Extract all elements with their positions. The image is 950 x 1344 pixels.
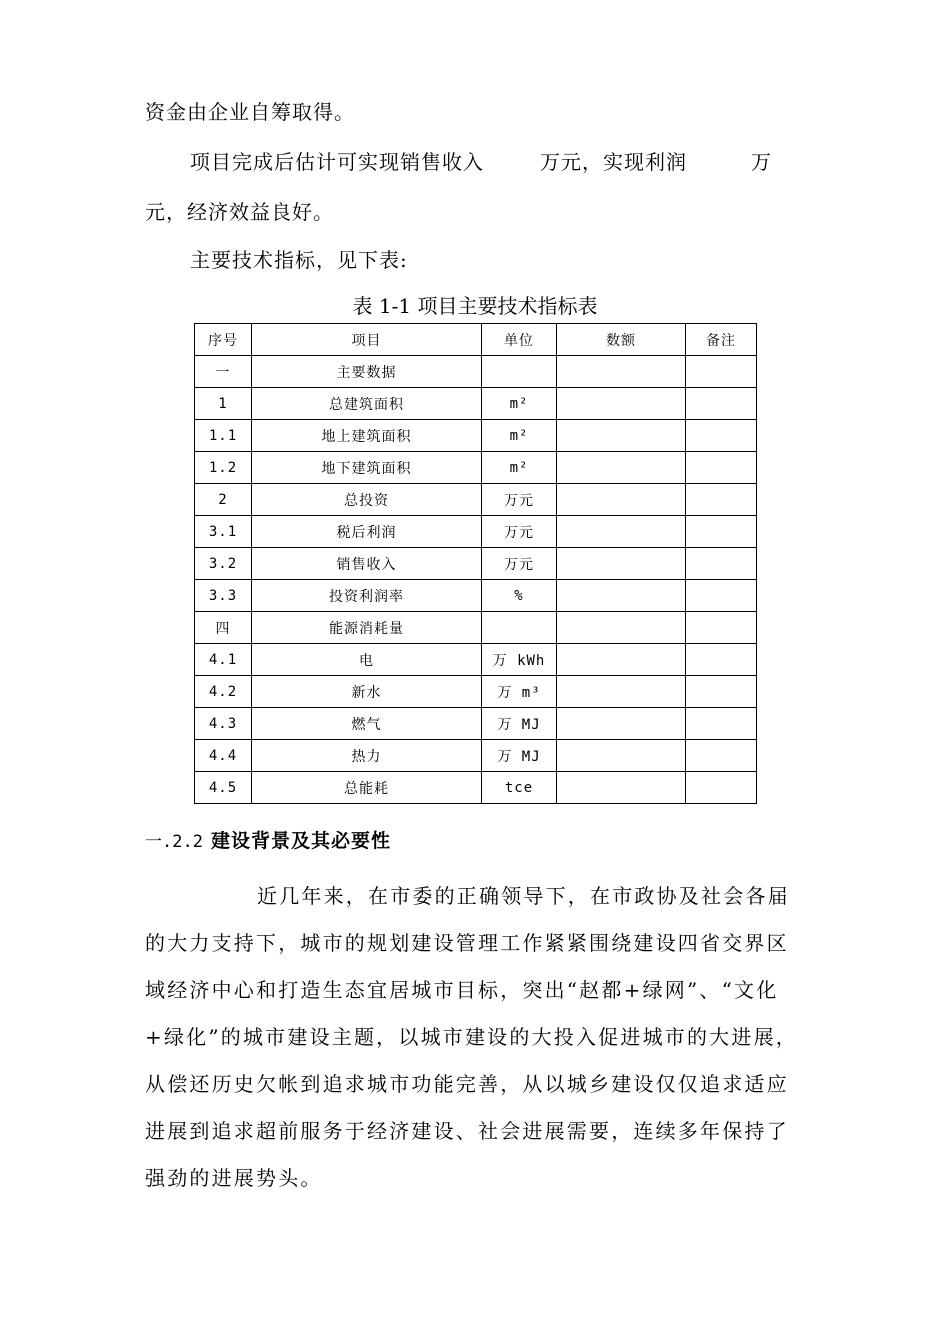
- header-amount: 数额: [557, 324, 686, 356]
- table-row: [195, 356, 757, 388]
- row-amount: [557, 740, 686, 772]
- row-unit: 万元: [482, 548, 557, 580]
- table-header-row: [195, 324, 757, 356]
- row-item: 总能耗: [252, 772, 482, 804]
- row-remark: [686, 516, 757, 548]
- row-unit: 万元: [482, 484, 557, 516]
- table-row: [195, 420, 757, 452]
- section-title: 建设背景及其必要性: [210, 830, 391, 852]
- row-index: 4.5: [195, 772, 252, 804]
- row-unit: 万 m³: [482, 676, 557, 708]
- row-remark: [686, 356, 757, 388]
- row-remark: [686, 580, 757, 612]
- table-row: [195, 388, 757, 420]
- body-line: 近几年来，在市委的正确领导下，在市政协及社会各届: [257, 884, 790, 908]
- row-item: 主要数据: [252, 356, 482, 388]
- row-unit: m²: [482, 420, 557, 452]
- row-remark: [686, 452, 757, 484]
- table-row: [195, 740, 757, 772]
- row-index: 1: [195, 388, 252, 420]
- table-row: [195, 516, 757, 548]
- row-unit: [482, 356, 557, 388]
- row-remark: [686, 708, 757, 740]
- funding-paragraph: 资金由企业自筹取得。: [145, 100, 355, 124]
- header-remark: 备注: [686, 324, 757, 356]
- header-item: 项目: [252, 324, 482, 356]
- row-item: 能源消耗量: [252, 612, 482, 644]
- row-index: 4.4: [195, 740, 252, 772]
- section-heading: [145, 829, 391, 854]
- row-item: 总投资: [252, 484, 482, 516]
- table-row: [195, 708, 757, 740]
- row-item: 总建筑面积: [252, 388, 482, 420]
- row-index: 4.2: [195, 676, 252, 708]
- row-index: 一: [195, 356, 252, 388]
- row-item: 新水: [252, 676, 482, 708]
- row-index: 3.3: [195, 580, 252, 612]
- table-row: [195, 580, 757, 612]
- row-index: 4.3: [195, 708, 252, 740]
- row-item: 地上建筑面积: [252, 420, 482, 452]
- body-line: 域经济中心和打造生态宜居城市目标，突出“赵都+绿网”、“文化: [145, 978, 779, 1002]
- row-remark: [686, 772, 757, 804]
- row-remark: [686, 644, 757, 676]
- row-item: 电: [252, 644, 482, 676]
- indicators-table: [194, 323, 757, 804]
- row-amount: [557, 676, 686, 708]
- indicators-intro: 主要技术指标，见下表:: [190, 248, 408, 272]
- row-unit: 万元: [482, 516, 557, 548]
- row-remark: [686, 676, 757, 708]
- table-row: [195, 644, 757, 676]
- body-line: 的大力支持下，城市的规划建设管理工作紧紧围绕建设四省交界区: [145, 931, 789, 955]
- row-item: 热力: [252, 740, 482, 772]
- section-number: 一.2.2: [145, 832, 203, 852]
- row-amount: [557, 548, 686, 580]
- row-amount: [557, 516, 686, 548]
- row-amount: [557, 388, 686, 420]
- section-body: [145, 873, 810, 1202]
- row-unit: [482, 612, 557, 644]
- row-unit: m²: [482, 388, 557, 420]
- row-amount: [557, 452, 686, 484]
- body-line: +绿化”的城市建设主题，以城市建设的大投入促进城市的大进展，: [145, 1025, 798, 1049]
- row-unit: tce: [482, 772, 557, 804]
- row-item: 税后利润: [252, 516, 482, 548]
- row-index: 4.1: [195, 644, 252, 676]
- row-index: 3.1: [195, 516, 252, 548]
- body-line: 强劲的进展势头。: [145, 1166, 323, 1190]
- revenue-text-3: 万: [751, 150, 772, 174]
- row-index: 2: [195, 484, 252, 516]
- body-line: 从偿还历史欠帐到追求城市功能完善，从以城乡建设仅仅追求适应: [145, 1072, 789, 1096]
- row-remark: [686, 388, 757, 420]
- row-item: 地下建筑面积: [252, 452, 482, 484]
- table-row: [195, 612, 757, 644]
- row-unit: %: [482, 580, 557, 612]
- table-row: [195, 772, 757, 804]
- row-index: 1.2: [195, 452, 252, 484]
- revenue-paragraph-line1: [190, 150, 850, 174]
- table-row: [195, 548, 757, 580]
- row-remark: [686, 740, 757, 772]
- row-remark: [686, 548, 757, 580]
- row-unit: 万 kWh: [482, 644, 557, 676]
- revenue-text-2: 万元，实现利润: [540, 150, 687, 174]
- row-amount: [557, 356, 686, 388]
- row-item: 销售收入: [252, 548, 482, 580]
- body-line: 进展到追求超前服务于经济建设、社会进展需要，连续多年保持了: [145, 1119, 789, 1143]
- table-row: [195, 484, 757, 516]
- row-amount: [557, 612, 686, 644]
- row-amount: [557, 644, 686, 676]
- row-remark: [686, 612, 757, 644]
- row-amount: [557, 484, 686, 516]
- table-row: [195, 452, 757, 484]
- row-amount: [557, 708, 686, 740]
- row-unit: 万 MJ: [482, 740, 557, 772]
- header-index: 序号: [195, 324, 252, 356]
- row-amount: [557, 580, 686, 612]
- row-index: 3.2: [195, 548, 252, 580]
- row-item: 投资利润率: [252, 580, 482, 612]
- row-amount: [557, 420, 686, 452]
- row-index: 1.1: [195, 420, 252, 452]
- header-unit: 单位: [482, 324, 557, 356]
- row-item: 燃气: [252, 708, 482, 740]
- revenue-text-1: 项目完成后估计可实现销售收入: [190, 150, 484, 174]
- row-remark: [686, 420, 757, 452]
- row-unit: 万 MJ: [482, 708, 557, 740]
- row-index: 四: [195, 612, 252, 644]
- row-remark: [686, 484, 757, 516]
- revenue-paragraph-line2: 元，经济效益良好。: [145, 200, 334, 224]
- row-amount: [557, 772, 686, 804]
- table-caption: 表 1-1 项目主要技术指标表: [352, 294, 598, 318]
- row-unit: m²: [482, 452, 557, 484]
- table-row: [195, 676, 757, 708]
